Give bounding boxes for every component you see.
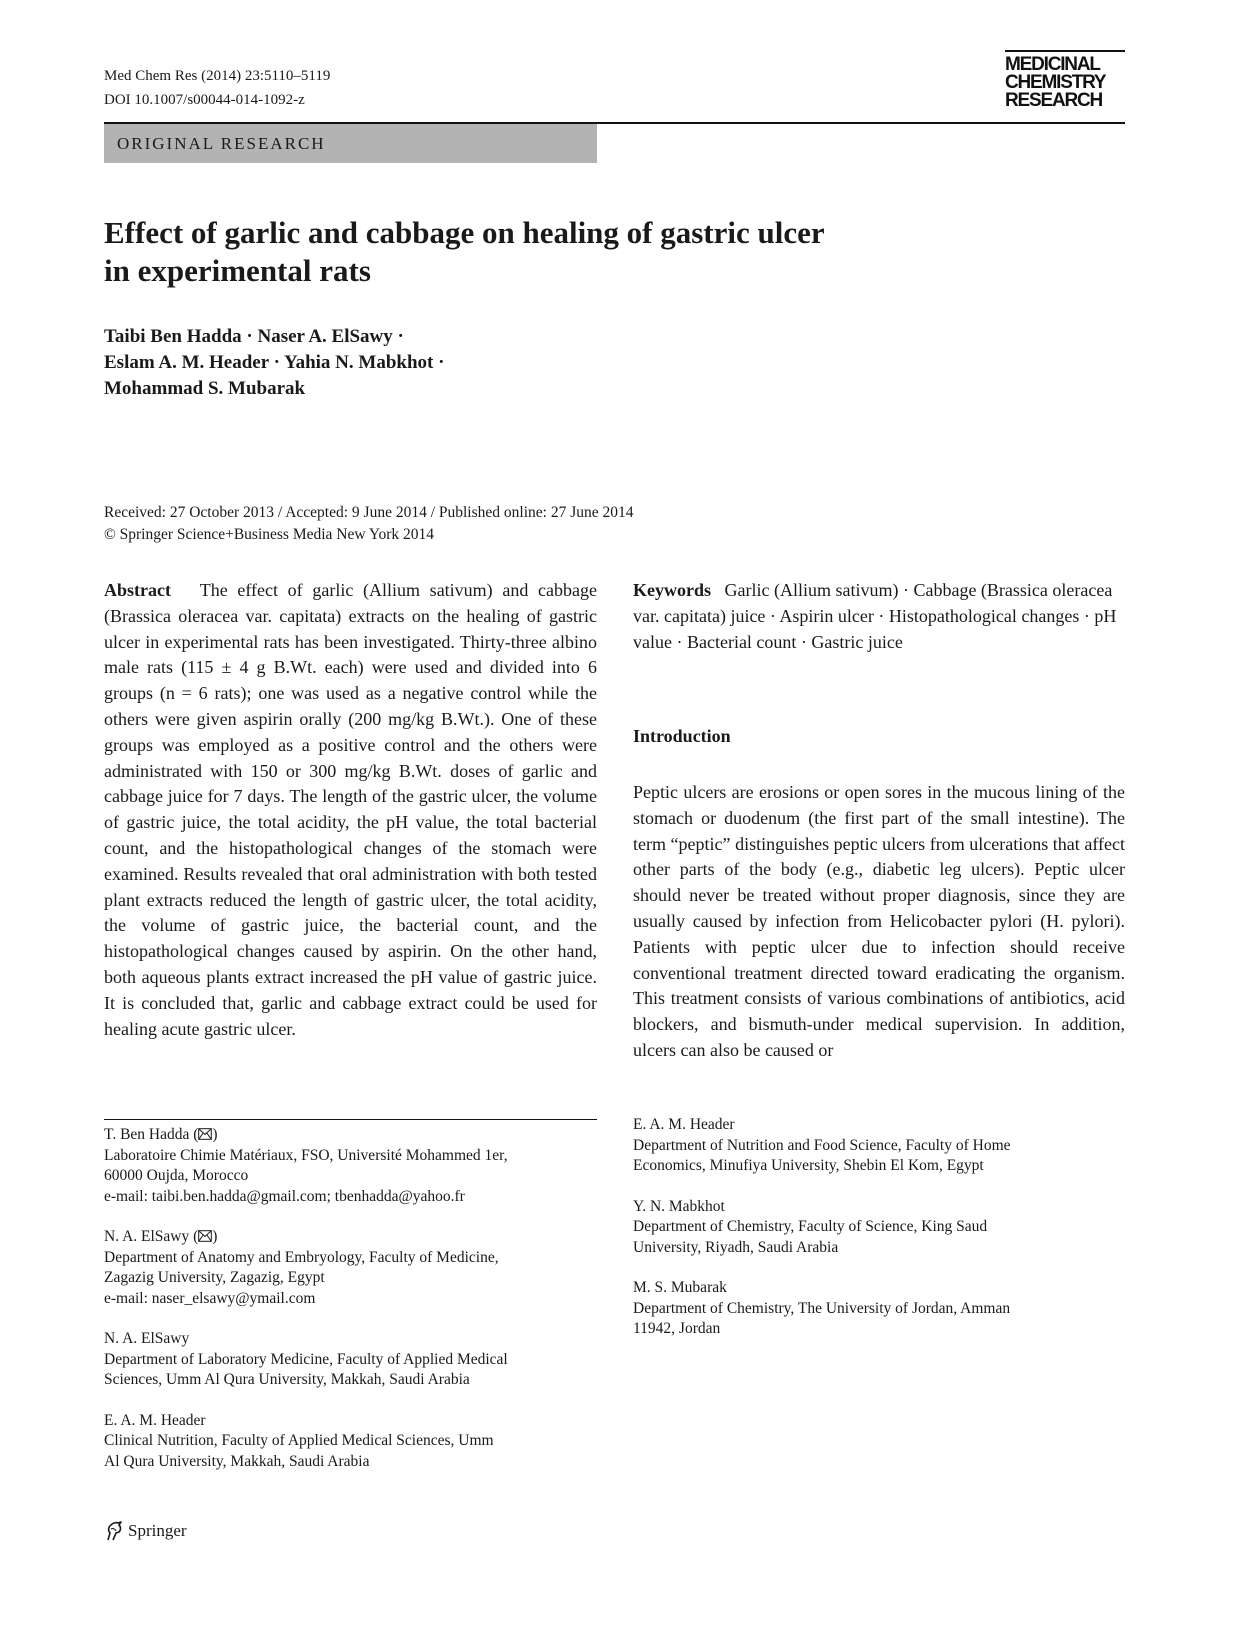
affiliation-line: Department of Laboratory Medicine, Faculty of Applied Medical: [104, 1350, 508, 1368]
keywords-text: Garlic (Allium sativum) · Cabbage (Brassica oleracea var. capitata) juice · Aspirin ulcer · Histopathological changes · pH value · Bacterial count · Gastric juice: [633, 580, 1117, 652]
logo-line: CHEMISTRY: [1005, 72, 1106, 93]
journal-citation: [104, 64, 330, 112]
affiliation-line: Department of Chemistry, Faculty of Science, King Saud: [633, 1218, 988, 1235]
footnote-rule: [104, 1119, 597, 1120]
publication-dates: [104, 502, 634, 546]
affiliation-name: N. A. ElSawy: [104, 1330, 190, 1347]
envelope-icon: ( ): [193, 1126, 218, 1143]
introduction-body: [633, 780, 1125, 1064]
affiliation-name: T. Ben Hadda: [104, 1126, 190, 1143]
affiliation-block: [633, 1278, 1125, 1340]
affiliation-line: 60000 Oujda, Morocco: [104, 1167, 249, 1184]
affiliations-left: [104, 1125, 597, 1492]
publisher-footer: [104, 1520, 187, 1542]
affiliation-line: Clinical Nutrition, Faculty of Applied Medical Sciences, Umm: [104, 1432, 494, 1449]
affiliation-name: E. A. M. Header: [633, 1116, 735, 1133]
affiliation-block: [104, 1125, 597, 1207]
affiliation-line: Sciences, Umm Al Qura University, Makkah, Saudi Arabia: [104, 1371, 470, 1388]
author-list: [104, 324, 444, 402]
dates-line: Received: 27 October 2013 / Accepted: 9 June 2014 / Published online: 27 June 2014: [104, 504, 634, 521]
affiliation-line: Department of Nutrition and Food Science, Faculty of Home: [633, 1136, 1011, 1154]
section-type-band: ORIGINAL RESEARCH: [104, 124, 597, 163]
affiliation-line: Department of Anatomy and Embryology, Faculty of Medicine,: [104, 1248, 499, 1266]
introduction-heading: Introduction: [633, 726, 731, 746]
envelope-icon: ( ): [193, 1228, 218, 1245]
affiliation-block: [104, 1329, 597, 1391]
affiliation-name: E. A. M. Header: [104, 1411, 206, 1429]
title-line: in experimental rats: [104, 253, 371, 288]
affiliations-right: [633, 1115, 1125, 1360]
logo-line: MEDICINAL: [1005, 54, 1100, 75]
affiliation-line: Zagazig University, Zagazig, Egypt: [104, 1269, 325, 1286]
title-line: Effect of garlic and cabbage on healing of gastric ulcer: [104, 215, 825, 250]
abstract: [104, 578, 597, 1042]
publisher-name: Springer: [128, 1521, 187, 1540]
introduction-text: Peptic ulcers are erosions or open sores in the mucous lining of the stomach or duodenum (the first part of the small intestine). The term “peptic” distinguishes peptic ulcers from ulcerations that affect other parts of the body (e.g., diabetic leg ulcers). Peptic ulcer should never be treated without proper diagnosis, since they are usually caused by infection from Helicobacter pylori (H. pylori). Patients with peptic ulcer due to infection should receive conventional treatment directed toward eradicating the organism. This treatment consists of various combinations of antibiotics, acid blockers, and bismuth-under medical supervision. In addition, ulcers can also be caused or: [633, 782, 1125, 1060]
author-line: Mohammad S. Mubarak: [104, 378, 306, 399]
keywords: [633, 578, 1125, 655]
article-title: [104, 214, 924, 290]
affiliation-block: [104, 1411, 597, 1473]
affiliation-line: Laboratoire Chimie Matériaux, FSO, Université Mohammed 1er,: [104, 1146, 508, 1164]
citation-line: Med Chem Res (2014) 23:5110–5119: [104, 68, 331, 84]
affiliation-name: M. S. Mubarak: [633, 1279, 727, 1296]
affiliation-line: Department of Chemistry, The University of Jordan, Amman: [633, 1299, 1011, 1317]
keywords-label: Keywords: [633, 580, 711, 600]
author-line: Taibi Ben Hadda · Naser A. ElSawy ·: [104, 326, 404, 347]
email-line: e-mail: naser_elsawy@ymail.com: [104, 1289, 316, 1307]
affiliation-line: Al Qura University, Makkah, Saudi Arabia: [104, 1452, 370, 1470]
doi-line: DOI 10.1007/s00044-014-1092-z: [104, 92, 305, 108]
affiliation-name: N. A. ElSawy: [104, 1228, 190, 1245]
author-line: Eslam A. M. Header · Yahia N. Mabkhot ·: [104, 352, 445, 373]
affiliation-line: 11942, Jordan: [633, 1320, 721, 1337]
springer-horse-icon: [104, 1520, 124, 1542]
email-line: e-mail: taibi.ben.hadda@gmail.com; tbenhadda@yahoo.fr: [104, 1187, 465, 1205]
copyright-line: © Springer Science+Business Media New York 2014: [104, 526, 435, 543]
journal-logo: [1005, 50, 1125, 110]
affiliation-name: Y. N. Mabkhot: [633, 1197, 725, 1215]
affiliation-block: [633, 1197, 1125, 1259]
abstract-text: The effect of garlic (Allium sativum) and cabbage (Brassica oleracea var. capitata) extracts on the healing of gastric ulcer in experimental rats has been investigated. Thirty-three albino male rats (115 ± 4 g B.Wt. each) were used and divided into 6 groups (n = 6 rats); one was used as a negative control while the others were given aspirin orally (200 mg/kg B.Wt.). One of these groups was employed as a positive control and the others were administrated with 150 or 300 mg/kg B.Wt. doses of garlic and cabbage juice for 7 days. The length of the gastric ulcer, the volume of gastric juice, the total acidity, the pH value, the total bacterial count, and the histopathological changes of the stomach were examined. Results revealed that oral administration with both tested plant extracts reduced the length of gastric ulcer, the total acidity, the volume of gastric juice, the bacterial count, and the histopathological changes caused by aspirin. On the other hand, both aqueous plants extract increased the pH value of gastric juice. It is concluded that, garlic and cabbage extract could be used for healing acute gastric ulcer.: [104, 580, 597, 1039]
logo-line: RESEARCH: [1005, 90, 1103, 111]
logo-bar: [1005, 50, 1125, 52]
affiliation-line: University, Riyadh, Saudi Arabia: [633, 1238, 839, 1256]
abstract-label: Abstract: [104, 580, 171, 600]
affiliation-line: Economics, Minufiya University, Shebin El Kom, Egypt: [633, 1157, 984, 1174]
affiliation-block: [104, 1227, 597, 1309]
affiliation-block: [633, 1115, 1125, 1177]
